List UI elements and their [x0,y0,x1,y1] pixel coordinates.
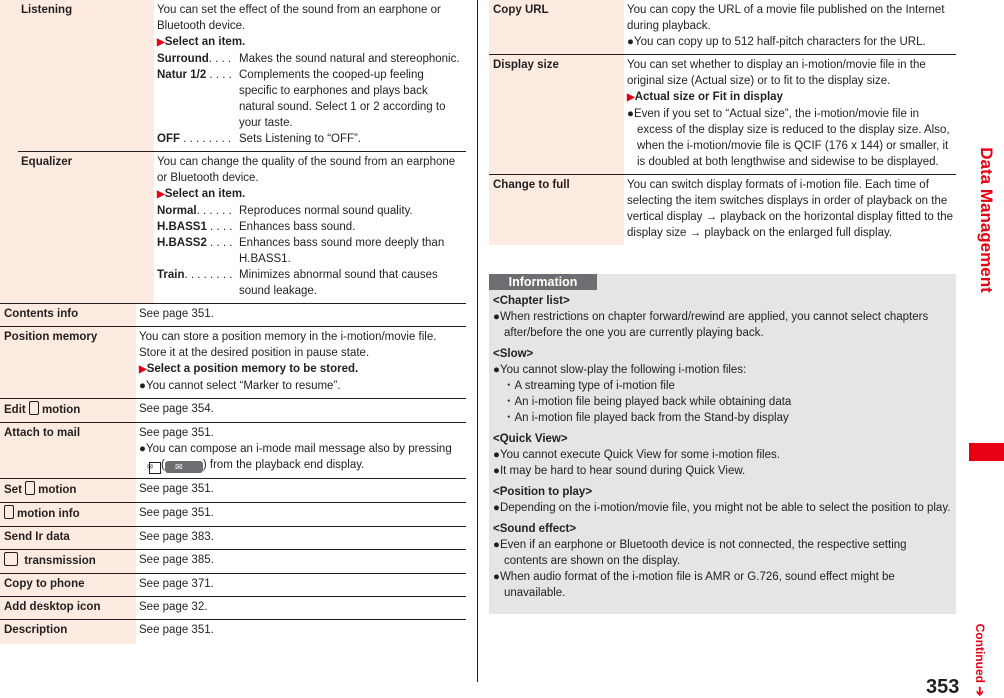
option-item: Train. . . . . . . . Minimizes abnormal sound that causes sound leakage. [157,269,438,297]
info-heading: <Chapter list> [493,295,570,307]
bullet-note: ●You cannot select “Marker to resume”. [139,380,341,392]
row-text: You can set whether to display an i-motion/movie file in the original size (Actual size) or to fit to the display size. [627,59,926,87]
triangle-icon: ▶ [139,364,147,375]
info-heading: <Quick View> [493,433,568,445]
info-bullet: ●You cannot slow-play the following i-motion files: [493,364,747,376]
row-label: Edit motion [0,399,136,422]
row-text: See page 383. [139,531,214,543]
select-instruction: ▶Select an item. [157,36,246,48]
table-row-copy-phone [0,574,466,597]
bullet-note: ●You can compose an i-mode mail message also by pressing ✉ ( ✉ ) from the playback end display. [139,443,452,472]
select-instruction: ▶Select an item. [157,188,246,200]
row-label: Change to full [489,175,624,245]
option-item: H.BASS2 . . . . Enhances bass sound more deeply than H.BASS1. [157,237,445,265]
ir-transmission-icon [4,552,18,566]
table-row-display-size [489,55,956,175]
row-label: transmission [0,550,136,573]
row-text: See page 371. [139,578,214,590]
section-side-title: Data Management [977,147,996,293]
right-column [489,0,956,245]
option-item: Natur 1/2 . . . . Complements the cooped-up feeling specific to earphones and plays back natural sound. Select 1 or 2 according to your taste. [157,69,446,129]
row-label: Copy URL [489,0,624,54]
sound-effect-group [0,0,466,304]
table-row-description [0,620,466,644]
triangle-icon: ▶ [157,37,165,48]
row-label: Send Ir data [0,527,136,549]
info-heading: <Sound effect> [493,523,577,535]
table-row-send-ir [0,527,466,550]
row-text: See page 351. [139,507,214,519]
option-item: Surround. . . . Makes the sound natural and stereophonic. [157,53,460,65]
left-column [0,0,466,644]
row-label: Copy to phone [0,574,136,596]
table-row-edit-motion [0,399,466,423]
table-row-equalizer [18,152,466,303]
row-text: See page 351. [139,483,214,495]
bullet-note: ●You can copy up to 512 half-pitch characters for the URL. [627,36,926,48]
row-label: Equalizer [18,152,154,303]
select-instruction: ▶Actual size or Fit in display [627,91,783,103]
imotion-icon [29,401,39,415]
option-item: OFF . . . . . . . . Sets Listening to “OFF”. [157,133,362,145]
imotion-icon [4,505,14,519]
info-heading: <Slow> [493,348,534,360]
row-label: motion info [0,503,136,526]
option-item: H.BASS1 . . . . Enhances bass sound. [157,221,356,233]
info-heading: <Position to play> [493,486,593,498]
row-text: You can switch display formats of i-motion file. Each time of selecting the item switches displays in order of playback on the vertical display → playback on the horizontal display fitted to the display size → playback on the enlarged full display. [627,179,954,239]
row-label: Listening [18,0,154,151]
row-label: Set motion [0,479,136,502]
row-text: You can copy the URL of a movie file published on the Internet during playback. [627,4,945,32]
table-row-copy-url [489,0,956,55]
group-side-band [0,0,18,303]
row-text: See page 385. [139,554,214,566]
mail-softkey-icon: ✉ [165,461,203,473]
page-number: 353 [926,676,960,698]
option-item: Normal. . . . . . Reproduces normal sound quality. [157,205,413,217]
table-row-listening [18,0,466,152]
row-label: Position memory [0,327,136,398]
information-title: Information [489,274,597,290]
bullet-note: ●Even if you set to “Actual size”, the i-motion/movie file in excess of the display size is reduced to the display size. Also, when the i-motion/movie file is QCIF (176 x 144) or smaller, it is doubled at both lengthwise and sidewise to be displayed. [627,108,950,168]
row-text: See page 351. [139,427,214,439]
info-bullet: ●When audio format of the i-motion file is AMR or G.726, sound effect might be unavailable. [493,571,895,599]
column-divider [477,0,478,682]
table-row-contents-info [0,304,466,327]
info-sub-item: ・An i-motion file being played back while obtaining data [503,396,792,408]
row-label: Contents info [0,304,136,326]
table-row-attach-mail [0,423,466,479]
row-text: You can change the quality of the sound from an earphone or Bluetooth device. [157,156,456,184]
table-row-transmission [0,550,466,574]
row-text: You can set the effect of the sound from an earphone or Bluetooth device. [157,4,441,32]
select-instruction: ▶Select a position memory to be stored. [139,363,359,375]
imotion-icon [25,481,35,495]
info-bullet: ●Even if an earphone or Bluetooth device is not connected, the respective setting contents are shown on the display. [493,539,907,567]
info-sub-item: ・An i-motion file played back from the Stand-by display [503,412,789,424]
information-box [489,274,956,614]
info-bullet: ●When restrictions on chapter forward/rewind are applied, you cannot select chapters after/before the one you are currently playing back. [493,311,929,339]
table-row-set-motion [0,479,466,503]
section-tab-marker [969,443,1004,461]
row-text: See page 351. [139,624,214,636]
row-text: You can store a position memory in the i-motion/movie file. Store it at the desired position in pause state. [139,331,437,359]
row-label: Display size [489,55,624,174]
triangle-icon: ▶ [157,189,165,200]
row-label: Attach to mail [0,423,136,478]
row-label: Description [0,620,136,644]
row-label: Add desktop icon [0,597,136,619]
mail-key-icon: ✉ [149,462,161,474]
table-row-change-full [489,175,956,245]
continued-label: Continued ➔ [973,623,987,697]
row-text: See page 351. [139,308,214,320]
info-bullet: ●Depending on the i-motion/movie file, you might not be able to select the position to play. [493,502,951,514]
info-bullet: ●It may be hard to hear sound during Quick View. [493,465,746,477]
info-sub-item: ・A streaming type of i-motion file [503,380,675,392]
row-text: See page 354. [139,403,214,415]
triangle-icon: ▶ [627,92,635,103]
table-row-motion-info [0,503,466,527]
row-text: See page 32. [139,601,208,613]
table-row-position-memory [0,327,466,399]
table-row-desktop-icon [0,597,466,620]
arrow-right-icon: ➔ [973,686,987,697]
info-bullet: ●You cannot execute Quick View for some i-motion files. [493,449,780,461]
